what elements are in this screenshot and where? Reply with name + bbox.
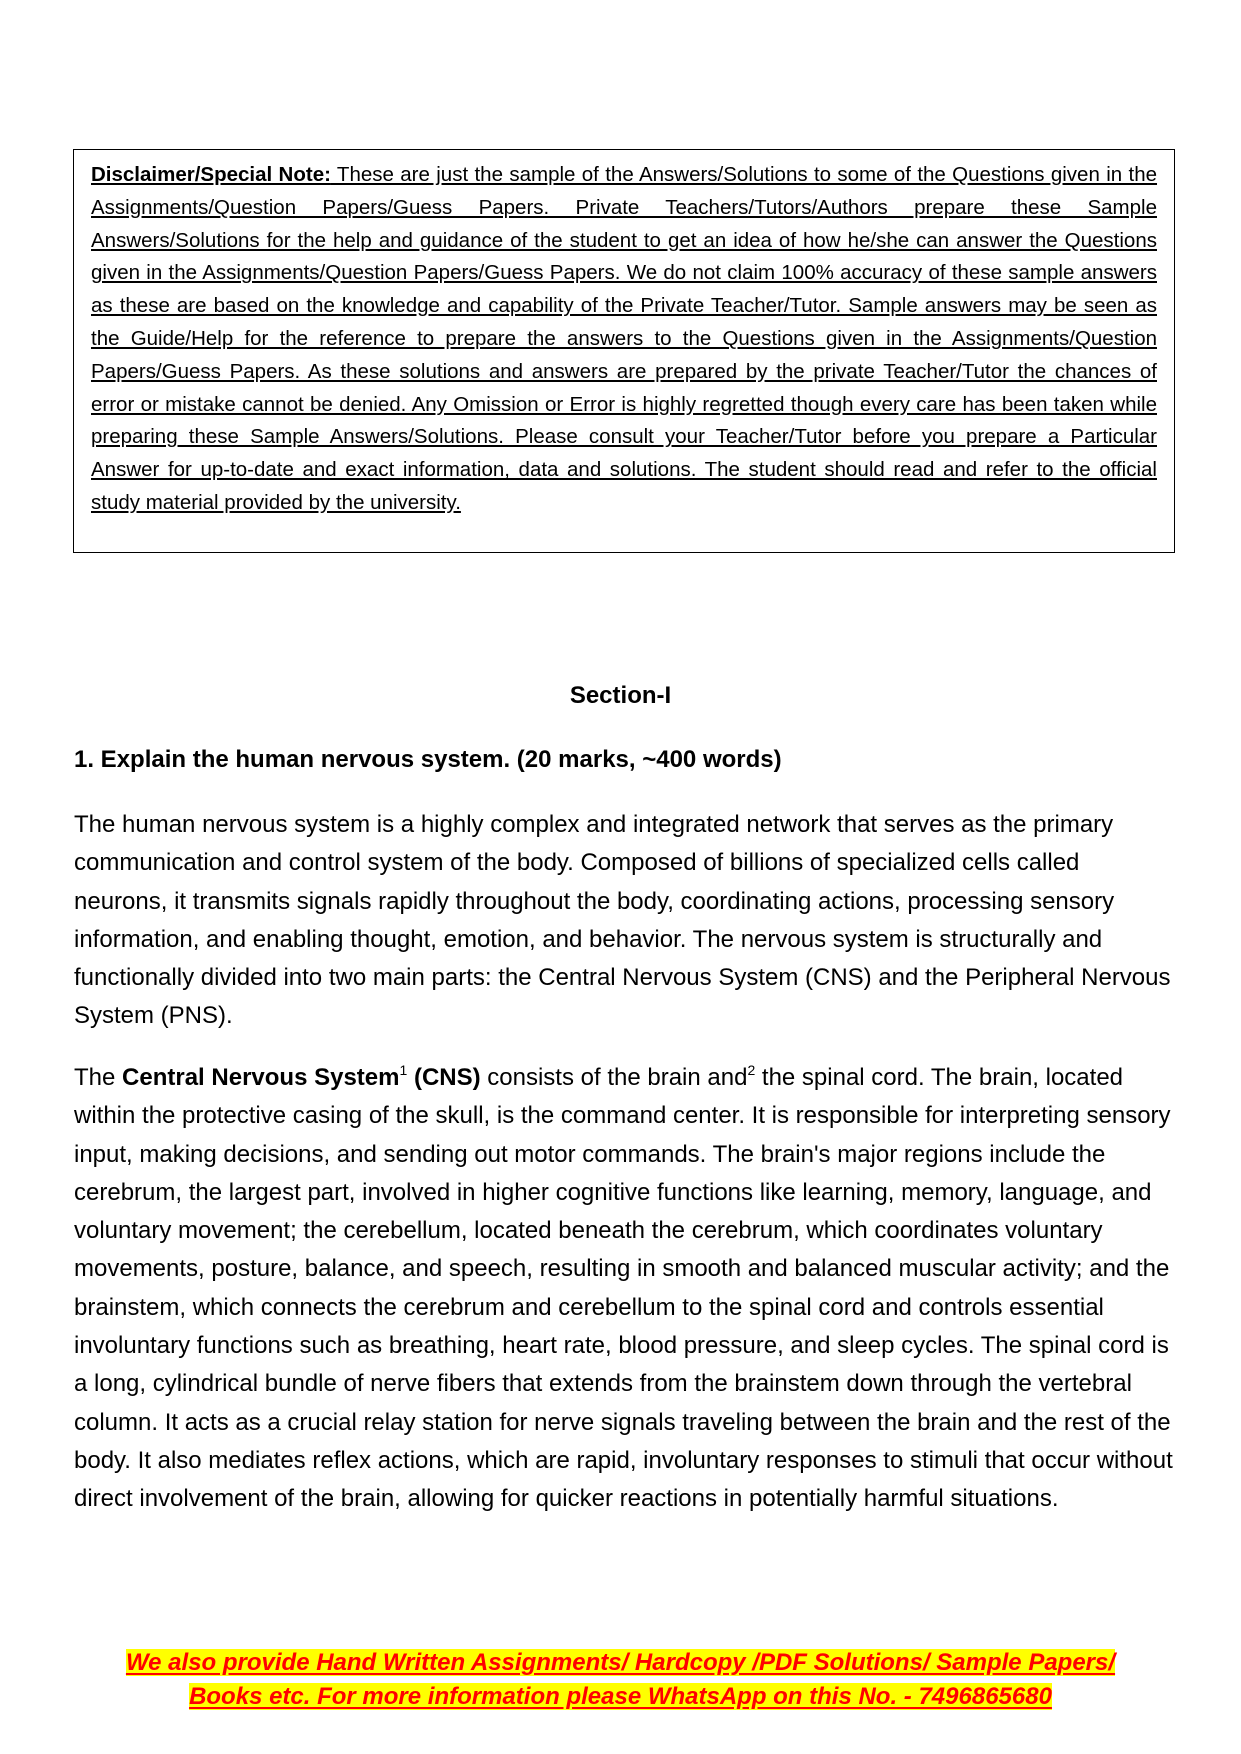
cns-abbreviation: (CNS) — [407, 1064, 481, 1091]
disclaimer-text — [91, 159, 1157, 520]
disclaimer-body: These are just the sample of the Answers/Solutions to some of the Questions given in the Assignments/Question Papers/Guess Papers. Private Teachers/Tutors/Authors prepare these Sample Answers/Solutions for the help and guidance of the student to get an idea of how he/she can answer the Questions given in the Assignments/Question Papers/Guess Papers. We do not claim 100% accuracy of these sample answers as these are based on the knowledge and capability of the Private Teacher/Tutor. Sample answers may be seen as the Guide/Help for the reference to prepare the answers to the Questions given in the Assignments/Question Papers/Guess Papers. As these solutions and answers are prepared by the private Teacher/Tutor the chances of error or mistake cannot be denied. Any Omission or Error is highly regretted though every care has been taken while preparing these Sample Answers/Solutions. Please consult your Teacher/Tutor before you prepare a Particular Answer for up-to-date and exact information, data and solutions. The student should read and refer to the official study material provided by the university. — [91, 163, 1158, 514]
footnote-ref-1[interactable]: 1 — [399, 1062, 408, 1078]
paragraph-2-intro: The — [74, 1064, 123, 1091]
answer-paragraph-2 — [74, 1059, 1174, 1519]
promo-banner — [0, 1646, 1241, 1714]
question-title: 1. Explain the human nervous system. (20 marks, ~400 words) — [74, 746, 782, 773]
cns-term: Central Nervous System — [122, 1064, 400, 1091]
disclaimer-box — [73, 149, 1175, 553]
section-heading: Section-I — [569, 682, 672, 709]
paragraph-2-rest: the spinal cord. The brain, located within the protective casing of the skull, is the command center. It is responsible for interpreting sensory input, making decisions, and sending out motor commands. The brain's major regions include the cerebrum, the largest part, involved in higher cognitive functions like learning, memory, language, and voluntary movement; the cerebellum, located beneath the cerebrum, which coordinates voluntary movements, posture, balance, and speech, resulting in smooth and balanced muscular activity; and the brainstem, which connects the cerebrum and cerebellum to the spinal cord and controls essential involuntary functions such as breathing, heart rate, blood pressure, and sleep cycles. The spinal cord is a long, cylindrical bundle of nerve fibers that extends from the brainstem down through the vertebral column. It acts as a crucial relay station for nerve signals traveling between the brain and the rest of the body. It also mediates reflex actions, which are rapid, involuntary responses to stimuli that occur without direct involvement of the brain, allowing for quicker reactions in potentially harmful situations. — [74, 1064, 1173, 1513]
paragraph-2-mid: consists of the brain and — [480, 1064, 748, 1091]
footnote-ref-2[interactable]: 2 — [747, 1062, 756, 1078]
promo-line-2: Books etc. For more information please WhatsApp on this No. - 7496865680 — [189, 1683, 1052, 1710]
disclaimer-label: Disclaimer/Special Note: — [91, 163, 331, 186]
answer-paragraph-1: The human nervous system is a highly complex and integrated network that serves as the primary communication and control system of the body. Composed of billions of specialized cells called neurons, it transmits signals rapidly throughout the body, coordinating actions, processing sensory information, and enabling thought, emotion, and behavior. The nervous system is structurally and functionally divided into two main parts: the Central Nervous System (CNS) and the Peripheral Nervous System (PNS). — [74, 811, 1171, 1030]
promo-line-1: We also provide Hand Written Assignments/ Hardcopy /PDF Solutions/ Sample Papers/ — [125, 1649, 1116, 1676]
